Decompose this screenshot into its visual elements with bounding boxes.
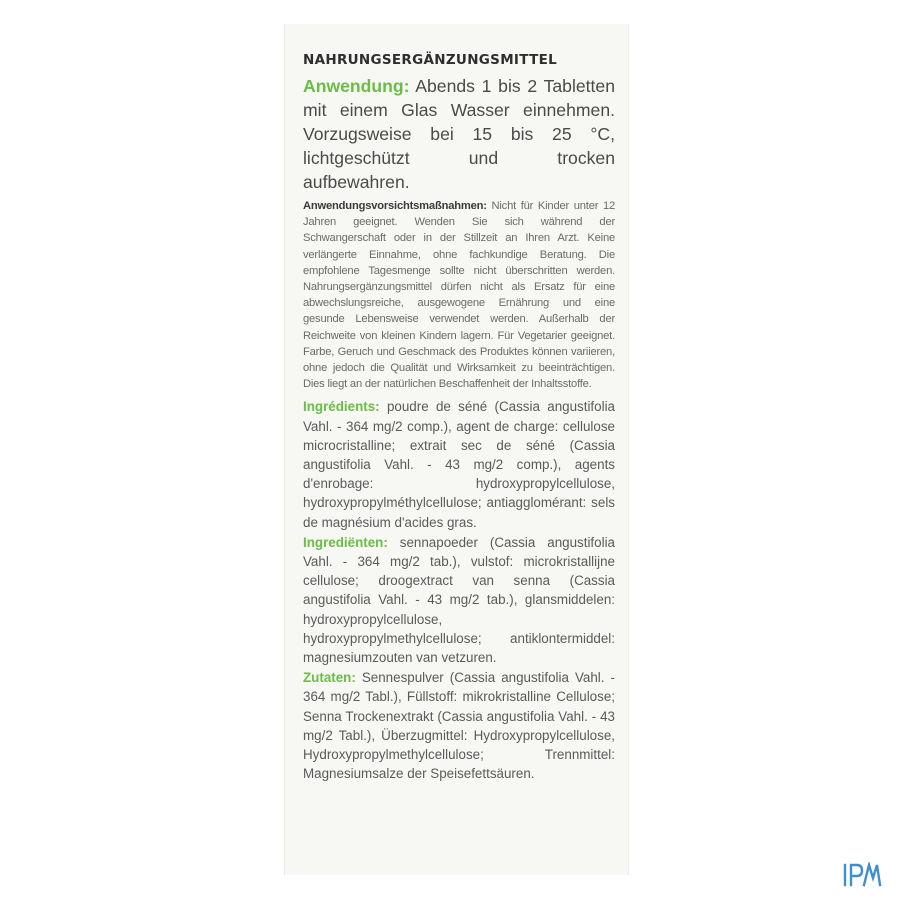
product-category-heading: NAHRUNGSERGÄNZUNGSMITTEL bbox=[303, 52, 558, 68]
ingredients-fr-paragraph bbox=[303, 397, 615, 531]
precautions-text: Nicht für Kinder unter 12 Jahren geeignet. Wenden Sie sich während der Schwangerschaft oder in der Stillzeit an Ihren Arzt. Keine verlängerte Einnahme, ohne fachkundige Beratung. Die empfohlene Tagesmenge sollte nicht überschritten werden. Nahrungsergänzungsmittel dürfen nicht als Ersatz für eine abwechslungsreiche, ausgewogene Ernährung und eine gesunde Lebensweise verwendet werden. Außerhalb der Reichweite von kleinen Kindern lagern. Für Vegetarier geeignet. Farbe, Geruch und Geschmack des Produktes können variieren, ohne jedoch die Qualität und Wirksamkeit zu beeinträchtigen. Dies liegt an der natürlichen Beschaffenheit der Inhaltsstoffe. bbox=[303, 200, 615, 391]
anwendung-text: Abends 1 bis 2 Tabletten mit einem Glas Wasser einnehmen. Vorzugsweise bei 15 bis 25 °C, lichtgeschützt und trocken aufbewahren. bbox=[303, 76, 615, 192]
ingredients-nl-label: Ingrediënten: bbox=[303, 534, 388, 550]
ipm-logo bbox=[842, 862, 882, 888]
label-content bbox=[303, 52, 615, 785]
precautions-paragraph bbox=[303, 198, 615, 392]
zutaten-de-label: Zutaten: bbox=[303, 670, 356, 686]
ingredients-fr-label: Ingrédients: bbox=[303, 399, 380, 415]
ingredients-fr-text: poudre de séné (Cassia angustifolia Vahl. - 364 mg/2 comp.), agent de charge: cellulose microcristalline; extrait sec de séné (Cassia angustifolia Vahl. - 43 mg/2 comp.), agents d'enrobage: hydroxypropylcellulose, hydroxypropylméthylcellulose; antiagglomérant: sels de magnésium d'acides gras. bbox=[303, 399, 615, 530]
anwendung-paragraph bbox=[303, 74, 615, 194]
label-panel bbox=[284, 24, 629, 875]
ingredients-nl-paragraph bbox=[303, 533, 615, 667]
zutaten-de-text: Sennespulver (Cassia angustifolia Vahl. - 364 mg/2 Tabl.), Füllstoff: mikrokristalline Cellulose; Senna Trockenextrakt (Cassia angustifolia Vahl. - 43 mg/2 Tabl.), Überzugmittel: Hydroxypropylcellulose, Hydroxypropylmethylcellulose; Trennmittel: Magnesiumsalze der Speisefettsäuren. bbox=[303, 670, 615, 782]
zutaten-de-paragraph bbox=[303, 668, 615, 783]
anwendung-label: Anwendung: bbox=[303, 76, 410, 96]
precautions-label: Anwendungsvorsichtsmaßnahmen: bbox=[303, 200, 487, 212]
ingredients-nl-text: sennapoeder (Cassia angustifolia Vahl. - 364 mg/2 tab.), vulstof: microkristallijne cellulose; droogextract van senna (Cassia angustifolia Vahl. - 43 mg/2 tab.), glansmiddelen: hydroxypropylcellulose, hydroxypropylmethylcellulose; antiklontermiddel: magnesiumzouten van vetzuren. bbox=[303, 534, 615, 666]
